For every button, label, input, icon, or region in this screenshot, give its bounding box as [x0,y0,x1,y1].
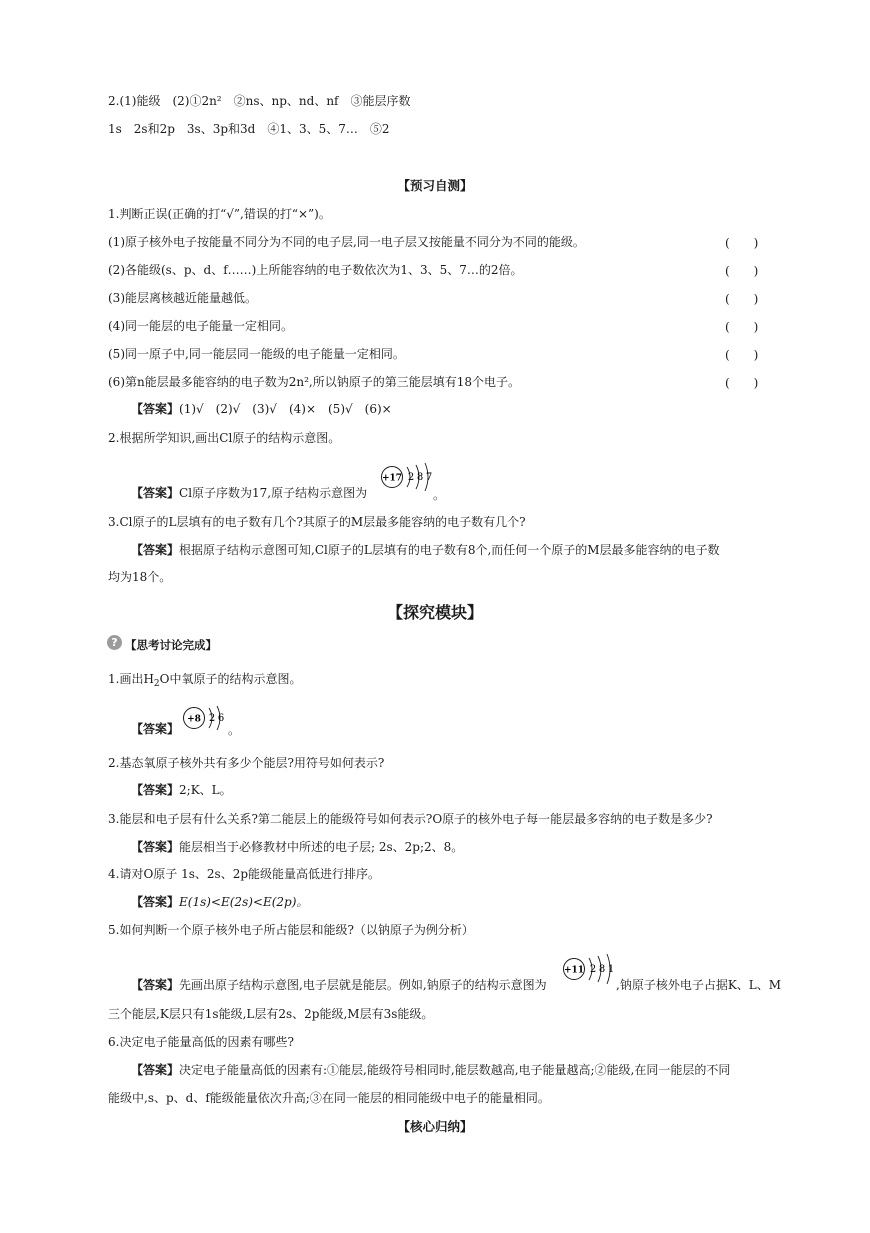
answer-3-text: 根据原子结构示意图可知,Cl原子的L层填有的电子数有8个,而任何一个原子的M层最多能容纳的电子数 [179,543,720,557]
answer-1-text: (1)√ (2)√ (3)√ (4)× (5)√ (6)× [179,402,392,416]
na-atom-diagram [562,951,622,991]
answer-blank: ( ) [725,292,759,306]
answer-1 [131,401,392,417]
answer-2-end: 。 [433,488,446,502]
explore-answer-5 [131,977,547,993]
question-3: 3.Cl原子的L层填有的电子数有几个?其原子的M层最多能容纳的电子数有几个? [108,515,526,529]
explore-answer-6 [131,1062,730,1078]
judge-item-4: (4)同一能层的电子能量一定相同。 [108,319,293,333]
na-shell-2: 8 [598,964,606,975]
discussion-heading: 【思考讨论完成】 [125,638,217,652]
answer-3-cont: 均为18个。 [108,570,172,584]
answer-blank: ( ) [725,236,759,250]
o-shell-1: 2 [208,713,216,724]
explore-answer-5-post: ,钠原子核外电子占据K、L、M [616,978,782,992]
cl-shell-1: 2 [407,472,415,483]
explore-question-2: 2.基态氧原子核外共有多少个能层?用符号如何表示? [108,756,385,770]
answer-tag: 【答案】 [131,840,180,854]
cl-nucleus-label: +17 [381,473,403,484]
explore-answer-4-text: E(1s)<E(2s)<E(2p)。 [179,895,309,909]
judge-item-5: (5)同一原子中,同一能层同一能级的电子能量一定相同。 [108,347,405,361]
explore-answer-4 [131,894,308,910]
core-summary-heading: 【核心归纳】 [397,1119,473,1134]
answer-2 [131,485,367,501]
answer-line-1: 2.(1)能级 (2)①2n² ②ns、np、nd、nf ③能层序数 [108,94,411,108]
answer-line-2: 1s 2s和2p 3s、3p和3d ④1、3、5、7… ⑤2 [108,122,390,136]
o-nucleus-label: +8 [187,714,201,725]
judge-item-2: (2)各能级(s、p、d、f……)上所能容纳的电子数依次为1、3、5、7…的2倍。 [108,263,523,277]
explore-answer-5-text: 先画出原子结构示意图,电子层就是能层。例如,钠原子的结构示意图为 [179,978,547,992]
explore-answer-1-end: 。 [228,723,241,737]
answer-2-text: Cl原子序数为17,原子结构示意图为 [179,486,368,500]
explore-answer-3-text: 能层相当于必修教材中所述的电子层; 2s、2p;2、8。 [179,840,464,854]
answer-tag: 【答案】 [131,543,180,557]
q1-text-pre: 1.画出H [108,672,154,686]
question-2: 2.根据所学知识,画出Cl原子的结构示意图。 [108,431,341,445]
explore-question-5: 5.如何判断一个原子核外电子所占能层和能级?（以钠原子为例分析） [108,923,474,937]
na-shell-3: 1 [607,964,615,975]
o-shell-2: 6 [217,713,225,724]
answer-blank: ( ) [725,320,759,334]
question-mark-icon: ? [107,635,122,650]
explore-answer-6-text: 决定电子能量高低的因素有:①能层,能级符号相同时,能层数越高,电子能量越高;②能级,在同一能层的不同 [179,1063,731,1077]
judge-item-6: (6)第n能层最多能容纳的电子数为2n²,所以钠原子的第三能层填有18个电子。 [108,375,520,389]
explore-answer-2-text: 2;K、L。 [179,783,232,797]
q1-subscript: 2 [153,679,160,689]
explore-answer-3 [131,839,463,855]
answer-tag: 【答案】 [131,895,180,909]
explore-answer-2 [131,782,232,798]
answer-3 [131,542,720,558]
explore-question-1 [108,671,302,692]
o-atom-diagram [182,703,232,735]
answer-tag: 【答案】 [131,978,180,992]
preview-heading: 【预习自测】 [397,178,473,193]
answer-blank: ( ) [725,348,759,362]
cl-atom-diagram [380,460,440,496]
answer-tag: 【答案】 [131,402,180,416]
answer-tag: 【答案】 [131,722,180,736]
cl-shell-3: 7 [425,472,433,483]
question-1: 1.判断正误(正确的打“√”,错误的打“×”)。 [108,207,331,221]
answer-blank: ( ) [725,264,759,278]
explore-question-4: 4.请对O原子 1s、2s、2p能级能量高低进行排序。 [108,867,381,881]
explore-heading: 【探究模块】 [386,603,483,622]
judge-item-1: (1)原子核外电子按能量不同分为不同的电子层,同一电子层又按能量不同分为不同的能级。 [108,235,585,249]
explore-answer-6-cont: 能级中,s、p、d、f能级能量依次升高;③在同一能层的相同能级中电子的能量相同。 [108,1091,550,1105]
na-shell-1: 2 [589,964,597,975]
explore-question-6: 6.决定电子能量高低的因素有哪些? [108,1035,294,1049]
answer-tag: 【答案】 [131,783,180,797]
cl-shell-2: 8 [416,472,424,483]
explore-question-3: 3.能层和电子层有什么关系?第二能层上的能级符号如何表示?O原子的核外电子每一能层最多容纳的电子数是多少? [108,812,713,826]
judge-item-3: (3)能层离核越近能量越低。 [108,291,257,305]
explore-answer-5-cont: 三个能层,K层只有1s能级,L层有2s、2p能级,M层有3s能级。 [108,1007,434,1021]
na-nucleus-label: +11 [563,965,585,976]
answer-tag: 【答案】 [131,1063,180,1077]
answer-tag: 【答案】 [131,486,180,500]
explore-answer-1 [131,721,179,737]
q1-text-post: O中氧原子的结构示意图。 [159,672,302,686]
answer-blank: ( ) [725,376,759,390]
